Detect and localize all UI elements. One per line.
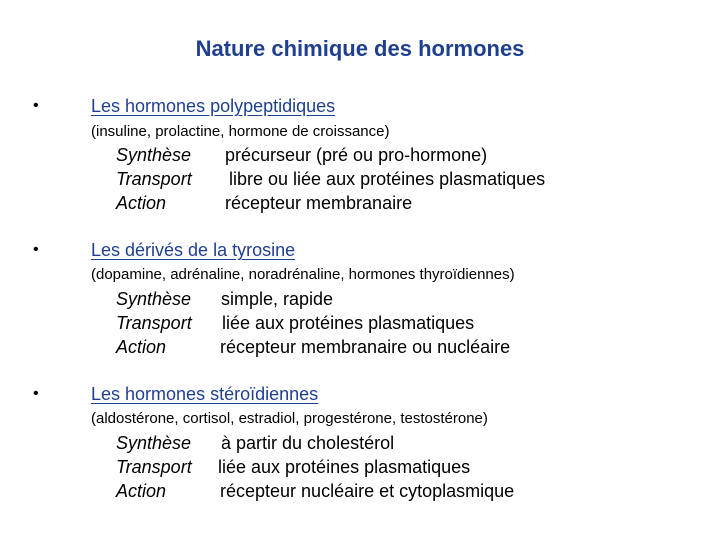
action-value: récepteur membranaire	[225, 193, 413, 213]
transport-label: Transport	[116, 169, 192, 189]
action-label: Action	[116, 481, 167, 501]
transport-value: liée aux protéines plasmatiques	[218, 457, 471, 477]
synthese-value: à partir du cholestérol	[221, 433, 395, 453]
synthese-value: simple, rapide	[221, 289, 334, 309]
transport-value: liée aux protéines plasmatiques	[222, 313, 475, 333]
section-heading: Les dérivés de la tyrosine	[91, 240, 296, 260]
synthese-label: Synthèse	[116, 433, 192, 453]
action-value: récepteur membranaire ou nucléaire	[220, 337, 511, 357]
section-heading: Les hormones polypeptidiques	[91, 96, 336, 116]
section-heading: Les hormones stéroïdiennes	[91, 384, 319, 404]
action-label: Action	[116, 193, 167, 213]
transport-label: Transport	[116, 313, 192, 333]
action-value: récepteur nucléaire et cytoplasmique	[220, 481, 515, 501]
bullet-marker: •	[33, 241, 39, 258]
transport-value: libre ou liée aux protéines plasmatiques	[229, 169, 546, 189]
synthese-value: précurseur (pré ou pro-hormone)	[225, 145, 488, 165]
section-examples: (dopamine, adrénaline, noradrénaline, hormones thyroïdiennes)	[91, 266, 515, 283]
bullet-marker: •	[33, 97, 39, 114]
transport-label: Transport	[116, 457, 192, 477]
action-label: Action	[116, 337, 167, 357]
bullet-marker: •	[33, 385, 39, 402]
section-examples: (aldostérone, cortisol, estradiol, progestérone, testostérone)	[91, 410, 488, 427]
section-examples: (insuline, prolactine, hormone de croissance)	[91, 123, 390, 140]
synthese-label: Synthèse	[116, 289, 192, 309]
page-title: Nature chimique des hormones	[195, 36, 525, 61]
synthese-label: Synthèse	[116, 145, 192, 165]
